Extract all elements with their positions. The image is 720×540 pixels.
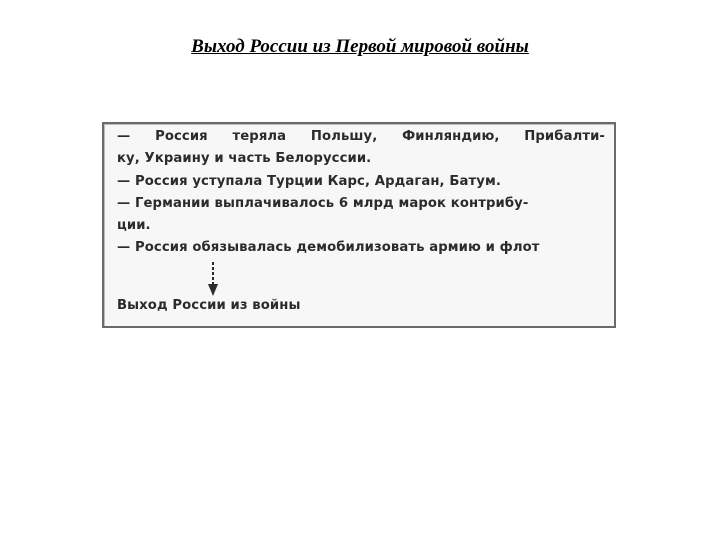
treaty-term-line-3: — Россия уступала Турции Карс, Ардаган, Батум. [117,174,501,189]
word: Россия [155,129,208,144]
scanned-textbook-excerpt [102,122,616,328]
word: — [117,129,131,144]
treaty-term-line-6: — Россия обязывалась демобилизовать армию и флот [117,240,540,255]
down-arrow-icon [208,262,218,296]
treaty-term-line-1 [117,129,605,144]
treaty-term-line-4: — Германии выплачивалось 6 млрд марок контрибу- [117,196,529,211]
word: теряла [232,129,287,144]
word: Прибалти- [524,129,605,144]
word: Польшу, [310,129,378,144]
slide-title: Выход России из Первой мировой войны [191,36,529,57]
treaty-term-line-2: ку, Украину и часть Белоруссии. [117,151,372,166]
result-label: Выход России из войны [117,298,301,313]
treaty-term-line-5: ции. [117,218,151,233]
word: Финляндию, [402,129,500,144]
